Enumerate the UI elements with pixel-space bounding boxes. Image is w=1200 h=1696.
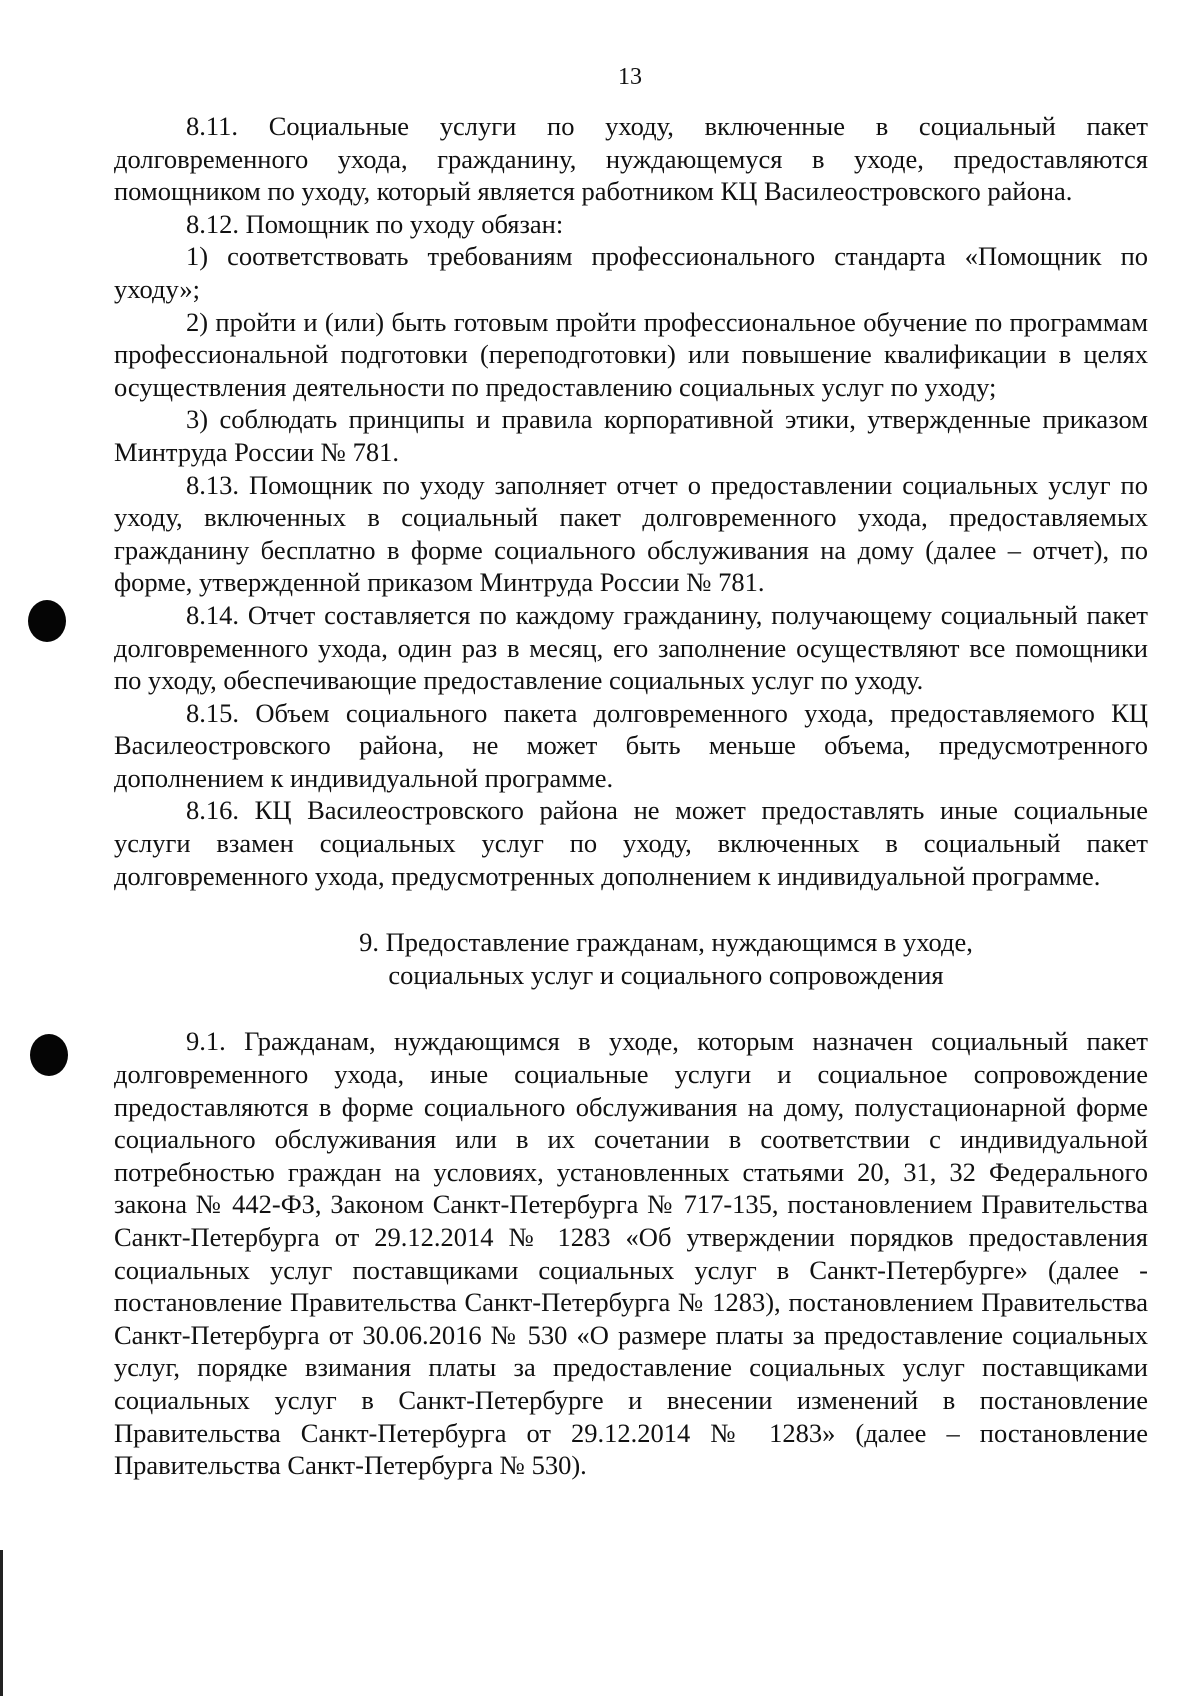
list-item-8-12-2: 2) пройти и (или) быть готовым пройти профессиональное обучение по программам профессиональной подготовки (переподготовки) или повышение квалификации в целях осуществления деятельности по предоставлению социальных услуг по уходу;	[114, 306, 1148, 402]
list-item-8-12-3: 3) соблюдать принципы и правила корпоративной этики, утвержденные приказом Минтруда России № 781.	[114, 404, 1148, 467]
paragraph-8-15: 8.15. Объем социального пакета долговременного ухода, предоставляемого КЦ Василеостровского района, не может быть меньше объема, предусмотренного дополнением к индивидуальной программе.	[114, 697, 1148, 793]
document-body	[114, 110, 1148, 1482]
paragraph-8-11: 8.11. Социальные услуги по уходу, включенные в социальный пакет долговременного ухода, гражданину, нуждающемуся в уходе, предоставляются помощником по уходу, который является работником КЦ Василеостровского района.	[114, 111, 1148, 207]
section-heading-line: 9. Предоставление гражданам, нуждающимся в уходе,	[359, 927, 973, 958]
paragraph-9-1: 9.1. Гражданам, нуждающимся в уходе, которым назначен социальный пакет долговременного ухода, иные социальные услуги и социальное сопровождение предоставляются в форме социального обслуживания на дому, полустационарной форме социального обслуживания или в их сочетании в соответствии с индивидуальной потребностью граждан на условиях, установленных статьями 20, 31, 32 Федерального закона № 442-ФЗ, Законом Санкт-Петербурга № 717-135, постановлением Правительства Санкт-Петербурга от 29.12.2014 № 1283 «Об утверждении порядков предоставления социальных услуг поставщиками социальных услуг в Санкт-Петербурге» (далее - постановление Правительства Санкт-Петербурга № 1283), постановлением Правительства Санкт-Петербурга от 30.06.2016 № 530 «О размере платы за предоставление социальных услуг, порядке взимания платы за предоставление социальных услуг поставщиками социальных услуг в Санкт-Петербурге и внесении изменений в постановление Правительства Санкт-Петербурга от 29.12.2014 № 1283» (далее – постановление Правительства Санкт-Петербурга № 530).	[114, 1026, 1148, 1481]
list-item-8-12-1: 1) соответствовать требованиям профессионального стандарта «Помощник по уходу»;	[114, 241, 1148, 304]
paragraph-8-16: 8.16. КЦ Василеостровского района не может предоставлять иные социальные услуги взамен социальных услуг по уходу, включенных в социальный пакет долговременного ухода, предусмотренных дополнением к индивидуальной программе.	[114, 795, 1148, 891]
section-heading-9	[114, 926, 1148, 991]
paragraph-8-13: 8.13. Помощник по уходу заполняет отчет о предоставлении социальных услуг по уходу, включенных в социальный пакет долговременного ухода, предоставляемых гражданину бесплатно в форме социального обслуживания на дому (далее – отчет), по форме, утвержденной приказом Минтруда России № 781.	[114, 469, 1148, 598]
punch-hole-mark	[30, 1034, 68, 1076]
paragraph-8-14: 8.14. Отчет составляется по каждому гражданину, получающему социальный пакет долговременного ухода, один раз в месяц, его заполнение осуществляют все помощники по уходу, обеспечивающие предоставление социальных услуг по уходу.	[114, 599, 1148, 696]
paragraph-8-12: 8.12. Помощник по уходу обязан:	[186, 208, 564, 239]
section-heading-line: социальных услуг и социального сопровождения	[388, 959, 944, 990]
scan-edge-mark	[0, 1550, 3, 1696]
page-number: 13	[618, 64, 642, 90]
punch-hole-mark	[28, 600, 66, 642]
